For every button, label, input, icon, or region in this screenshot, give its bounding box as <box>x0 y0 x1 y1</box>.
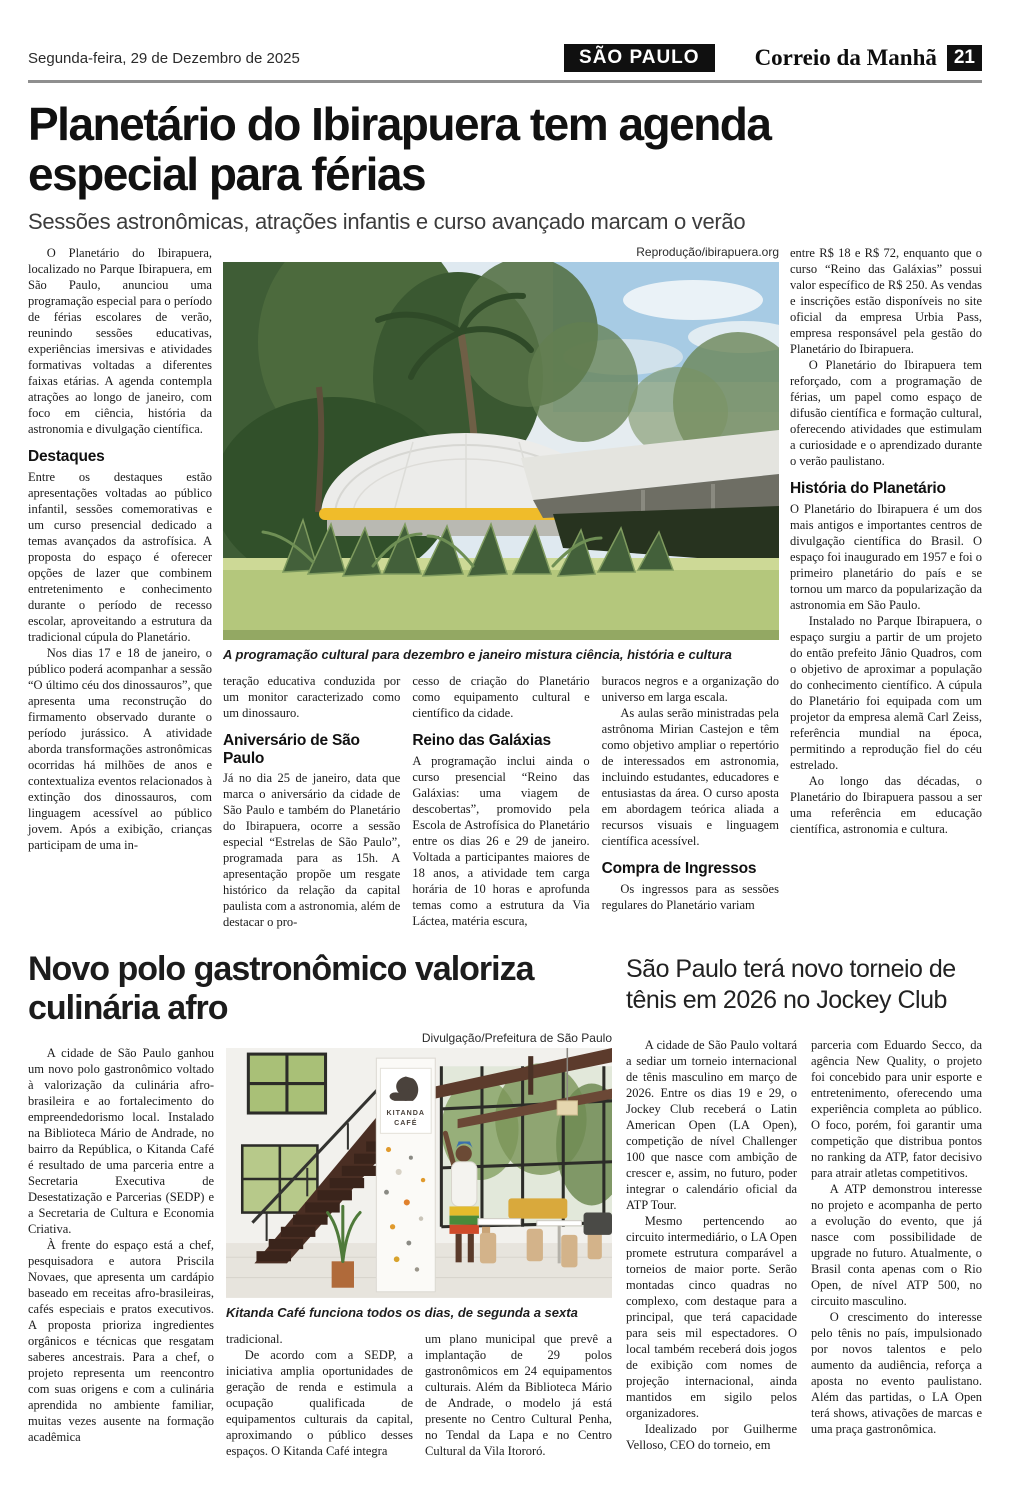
paragraph: cesso de criação do Planetário como equipamento cultural e científico da cidade. <box>412 673 590 720</box>
story2-under-photo-columns <box>226 1331 612 1459</box>
paragraph: tradicional. <box>226 1331 283 1346</box>
paragraph: parceria com Eduardo Secco, da agência New Quality, o projeto foi concebido para unir esporte e entretenimento, oferecendo uma experiência completa ao público. O foco, porém, foi garantir uma competição que distribua pontos no ranking da ATP, fator decisivo para atrair atletas competitivos. <box>811 1038 982 1181</box>
paragraph: Nos dias 17 e 18 de janeiro, o público poderá acompanhar a sessão “O último céu dos dinossauros”, que apresenta uma reconstrução do firmamento observado durante o período jurássico. A atividade aborda transformações astronômicas ocorridas há milhões de anos e contextualiza eventos relacionados à extinção dos dinossauros, com linguagem acessível ao público jovem. Após a exibição, crianças participam de uma in- <box>28 646 212 853</box>
story2-headline: Novo polo gastronômico valoriza culinária afro <box>28 950 534 1027</box>
paragraph: buracos negros e a organização do universo em larga escala. <box>601 673 779 704</box>
story2-photo-credit: Divulgação/Prefeitura de São Paulo <box>421 1031 612 1046</box>
story3-column-1 <box>626 1037 797 1453</box>
subheading-ingressos: Compra de Ingressos <box>601 859 757 877</box>
planetarium-photo <box>223 262 779 640</box>
paragraph: O Planetário do Ibirapuera, localizado no Parque Ibirapuera, em São Paulo, anunciou uma programação especial para o período de férias escolares de verão, reunindo sessões educativas, experiências imersivas e atividades formativas voltadas a diferentes faixas etárias. A agenda contempla atrações ao longo de janeiro, com foco em ciência, história da astronomia e divulgação científica. <box>28 246 212 437</box>
paragraph: A ATP demonstrou interesse no projeto e acompanha de perto a evolução do evento, que já nasce com possibilidade de upgrade no futuro. Atualmente, o Brasil conta apenas com o Rio Open, de nível ATP 500, no circuito masculino. <box>811 1182 982 1309</box>
story3 <box>626 950 982 1458</box>
story1-center <box>223 245 779 930</box>
story2-photo-column <box>226 1029 612 1458</box>
story1-body <box>28 245 982 930</box>
story2-column-3 <box>425 1331 612 1459</box>
kitanda-cafe-photo-illustration <box>226 1048 612 1298</box>
kitanda-logo-line1: KITANDA <box>386 1109 426 1118</box>
section-label: SÃO PAULO <box>564 44 715 72</box>
paragraph: De acordo com a SEDP, a iniciativa amplia oportunidades de geração de renda e estimula a ocupação qualificada de equipamentos culturais da capital, aproximando o público desses espaços. O Kitanda Café integra <box>226 1347 413 1458</box>
story1-column-1 <box>28 245 212 930</box>
paragraph: A programação inclui ainda o curso presencial “Reino das Galáxias: uma viagem de descobertas”, promovido pela Escola de Astrofísica do Planetário entre os dias 26 e 29 de janeiro. Voltada a participantes maiores de 18 anos, a atividade tem carga horária de 10 horas e aprofunda temas como a estrutura da Via Láctea, matéria escura, <box>412 753 590 928</box>
subheading-historia: História do Planetário <box>790 480 946 498</box>
bottom-section <box>28 950 982 1458</box>
story1-photo-caption: A programação cultural para dezembro e janeiro mistura ciência, história e cultura <box>223 647 732 663</box>
paragraph: Instalado no Parque Ibirapuera, o espaço surgiu a partir de um projeto do então prefeito Jânio Quadros, com o objetivo de aproximar a população do conhecimento científico. A cúpula do Planetário foi equipada com um projetor da empresa alemã Carl Zeiss, referência mundial na época, permitindo a reprodução fiel do céu estrelado. <box>790 614 982 773</box>
page-number: 21 <box>947 45 982 71</box>
header-rule <box>28 80 982 83</box>
story1-headline: Planetário do Ibirapuera tem agenda especial para férias <box>28 98 771 201</box>
story2 <box>28 950 612 1458</box>
paragraph: A cidade de São Paulo voltará a sediar um torneio internacional de tênis masculino em março de 2026. Entre os dias 19 e 29, o Jockey Club receberá o Latin American Open (LA Open), competição de nível Challenger 100 que nasce com ambição de crescer e, assim, no futuro, poder integrar o calendário oficial da ATP Tour. <box>626 1038 797 1213</box>
paragraph: entre R$ 18 e R$ 72, enquanto que o curso “Reino das Galáxias” possui valor específico de R$ 250. As vendas e inscrições estão disponíveis no site oficial da empresa Urbia Pass, empresa responsável pela gestão do Planetário do Ibirapuera. <box>790 246 982 357</box>
story1-photo-credit: Reprodução/ibirapuera.org <box>636 245 779 260</box>
paragraph: A cidade de São Paulo ganhou um novo polo gastronômico voltado à valorização da culinária afro-brasileira e ao fortalecimento do empreendedorismo local. Instalado na Biblioteca Mário de Andrade, no bairro da República, o Kitanda Café é resultado de uma parceria entre a Secretaria Executiva de Desestatização e Parcerias (SEDP) e a Secretaria de Cultura e Economia Criativa. <box>28 1046 214 1237</box>
paragraph: Idealizado por Guilherme Velloso, CEO do torneio, em <box>626 1422 797 1453</box>
story3-body <box>626 1037 982 1453</box>
paragraph: As aulas serão ministradas pela astrônoma Mirian Castejon e têm como objetivo ampliar o repertório de interessados em astronomia, incluindo estudantes, educadores e entusiastas da área. O curso aposta em abordagem teórica aliada a recursos visuais e linguagem científica acessível. <box>601 705 779 848</box>
paragraph: Entre os destaques estão apresentações voltadas ao público infantil, sessões comemorativas e um curso presencial dedicado a temas avançados da astrofísica. A proposta do espaço é oferecer opções de lazer que combinem entretenimento e conhecimento durante o período de recesso escolar, aproveitando a estrutura da tradicional cúpula do Planetário. <box>28 470 212 645</box>
story1-subhead: Sessões astronômicas, atrações infantis e curso avançado marcam o verão <box>28 209 746 235</box>
paragraph: O crescimento do interesse pelo tênis no país, impulsionado por novos talentos e pelo aumento da audiência, reforça a aposta no evento paulistano. Além das partidas, o LA Open terá shows, ativações de marcas e uma praça gastronômica. <box>811 1310 982 1437</box>
paragraph: Já no dia 25 de janeiro, data que marca o aniversário da cidade de São Paulo e também do Planetário do Ibirapuera, ocorre a sessão especial “Estrelas de São Paulo”, programada para as 15h. A apresentação propõe um resgate histórico da relação da capital paulista com a astronomia, além de destacar o pro- <box>223 771 401 930</box>
paragraph: À frente do espaço está a chef, pesquisadora e autora Priscila Novaes, que apresenta um cardápio baseado em receitas afro-brasileiras, cafés especiais e pratos executivos. A proposta prioriza ingredientes orgânicos e técnicas que resgatam saberes ancestrais. Para a chef, o projeto representa um reencontro com suas origens e com a culinária aprendida no ambiente familiar, muitas vezes ausente na formação acadêmica <box>28 1238 214 1445</box>
story3-headline: São Paulo terá novo torneio de tênis em 2026 no Jockey Club <box>626 955 956 1014</box>
story1-column-2 <box>223 673 400 931</box>
story1-column-4 <box>602 673 779 931</box>
paragraph: teração educativa conduzida por um monitor caracterizado como um dinossauro. <box>223 673 401 720</box>
kitanda-cafe-photo <box>226 1048 612 1298</box>
story1-center-columns <box>223 673 779 931</box>
story3-column-2 <box>811 1037 982 1453</box>
paragraph: Os ingressos para as sessões regulares do Planetário variam <box>601 881 779 912</box>
edition-date: Segunda-feira, 29 de Dezembro de 2025 <box>28 49 300 67</box>
story2-column-2 <box>226 1331 413 1459</box>
paragraph: Mesmo pertencendo ao circuito intermediário, o LA Open promete estrutura comparável a torneios de maior porte. Serão montadas cinco quadras no complexo, com destaque para a principal, que terá capacidade para seis mil espectadores. O local também receberá dois jogos de exibição com nomes de projeção internacional, ainda mantidos em sigilo pelos organizadores. <box>626 1214 797 1421</box>
subheading-reino: Reino das Galáxias <box>412 731 551 749</box>
story2-column-1 <box>28 1029 214 1458</box>
story1-column-3 <box>412 673 589 931</box>
kitanda-logo-line2: CAFÉ <box>394 1119 418 1128</box>
page-header <box>28 0 982 72</box>
planetarium-photo-illustration <box>223 262 779 640</box>
newspaper-masthead: Correio da Manhã <box>754 45 937 70</box>
paragraph: O Planetário do Ibirapuera é um dos mais antigos e importantes centros de divulgação científica do Brasil. O espaço foi inaugurado em 1957 e foi o primeiro planetário do país e se tornou um marco da popularização da astronomia em São Paulo. <box>790 502 982 613</box>
story2-body <box>28 1029 612 1458</box>
story2-photo-caption: Kitanda Café funciona todos os dias, de segunda a sexta <box>226 1305 578 1321</box>
paragraph: O Planetário do Ibirapuera tem reforçado, com a programação de férias, um papel como espaço de difusão científica e formação cultural, oferecendo atividades que estimulam a curiosidade e o aprendizado durante o verão paulistano. <box>790 358 982 469</box>
story1-column-5 <box>790 245 982 930</box>
paragraph: Ao longo das décadas, o Planetário do Ibirapuera passou a ser uma referência em educação científica, astronomia e cultura. <box>790 774 982 837</box>
paragraph: um plano municipal que prevê a implantação de 29 polos gastronômicos em 24 equipamentos culturais. Além da Biblioteca Mário de Andrade, o modelo já está presente no Centro Cultural Penha, no Tendal da Lapa e no Centro Cultural da Vila Itororó. <box>425 1331 612 1458</box>
subheading-destaques: Destaques <box>28 448 105 466</box>
subheading-aniversario: Aniversário de São Paulo <box>223 731 360 767</box>
